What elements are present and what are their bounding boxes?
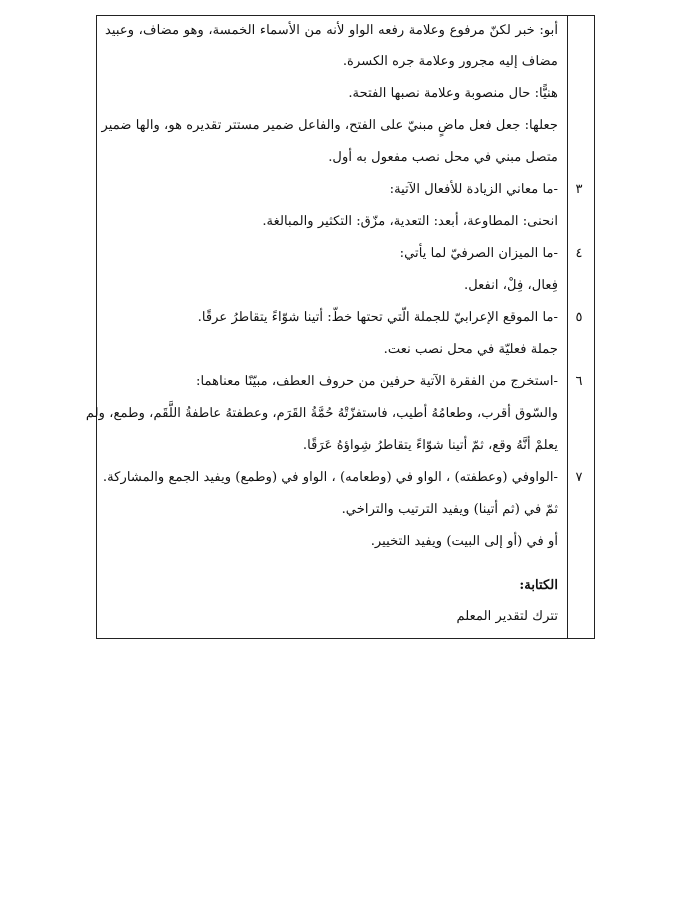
question-text: -ما معاني الزيادة للأفعال الآتية: bbox=[389, 182, 558, 197]
writing-heading: الكتابة: bbox=[519, 578, 558, 593]
answer-line: فِعال، فِلْ، انفعل. bbox=[464, 278, 558, 293]
answer-line: هنيًّا: حال منصوبة وعلامة نصبها الفتحة. bbox=[348, 86, 558, 101]
answer-table bbox=[85, 15, 595, 639]
question-number: ٣ bbox=[575, 182, 583, 197]
answer-line: جعلها: جعل فعل ماضٍ مبنيّ على الفتح، والفاعل ضمير مستتر تقديره هو، والها ضمير bbox=[101, 118, 558, 133]
answer-line: جملة فعليّة في محل نصب نعت. bbox=[383, 342, 558, 357]
question-3 bbox=[105, 174, 583, 206]
answer-content bbox=[85, 16, 583, 632]
question-6 bbox=[105, 366, 583, 398]
answer-line: والسّوق أقرب، وطعامُهُ أطيب، فاستفزّتْهُ حُمَّةُ القَرَم، وعطفتهُ عاطفةُ اللَّقَم، وطمع، ولم bbox=[85, 406, 558, 421]
question-number: ٧ bbox=[575, 470, 583, 485]
question-text: -استخرج من الفقرة الآتية حرفين من حروف العطف، مبيّنًا معناهما: bbox=[196, 374, 558, 389]
question-text: -ما الموقع الإعرابيّ للجملة الّتي تحتها خطّ: أتينا شوّاءً يتقاطرُ عرقًا. bbox=[197, 310, 558, 325]
answer-line: متصل مبني في محل نصب مفعول به أول. bbox=[328, 150, 558, 165]
writing-text: تترك لتقدير المعلم bbox=[456, 609, 558, 624]
answer-line: يعلمْ أنَّهُ وقع، ثمّ أتينا شوّاءً يتقاطرُ شِواؤهُ عَرَقًا. bbox=[302, 438, 558, 453]
answer-line: أو في (أو إلى البيت) ويفيد التخيير. bbox=[370, 534, 558, 549]
answer-line: انحنى: المطاوعة، أبعد: التعدية، مزّق: التكثير والمبالغة. bbox=[262, 214, 558, 229]
question-4 bbox=[105, 238, 583, 270]
answer-line: أبو: خبر لكنّ مرفوع وعلامة رفعه الواو لأنه من الأسماء الخمسة، وهو مضاف، وعبيد bbox=[105, 23, 558, 38]
answer-line: ثمّ في (ثم أتينا) ويفيد الترتيب والتراخي. bbox=[341, 502, 558, 517]
question-5 bbox=[105, 302, 583, 334]
question-number: ٦ bbox=[575, 374, 583, 389]
question-text: -ما الميزان الصرفيّ لما يأتي: bbox=[399, 246, 558, 261]
question-7 bbox=[102, 462, 583, 494]
question-text: -الواوفي (وعطفته) ، الواو في (وطعامه) ، الواو في (وطمع) ويفيد الجمع والمشاركة. bbox=[102, 470, 558, 485]
answer-line: مضاف إليه مجرور وعلامة جره الكسرة. bbox=[342, 54, 558, 69]
question-number: ٤ bbox=[575, 246, 583, 261]
question-number: ٥ bbox=[575, 310, 583, 325]
